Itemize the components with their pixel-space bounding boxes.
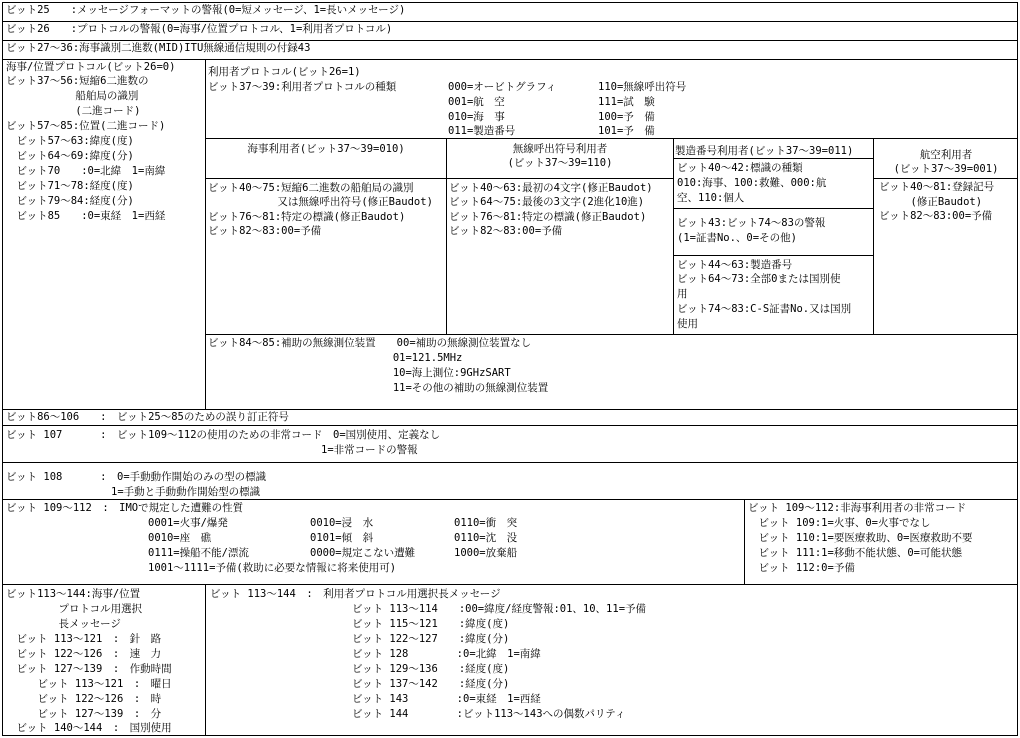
user-protocol-title: 利用者プロトコル(ビット26=1) — [208, 66, 361, 78]
code-item: 011=製造番号 — [448, 125, 516, 137]
serial-user-line: ビット44～63:製造番号 — [677, 259, 793, 271]
aux-device-line: ビット84～85:補助の無線測位装置 00=補助の無線測位装置なし — [208, 337, 532, 349]
code-item: 110=無線呼出符号 — [598, 81, 687, 93]
serial-user-header: 製造番号利用者(ビット37～39=011) — [675, 145, 854, 157]
callsign-user-line: ビット40～63:最初の4文字(修正Baudot) — [449, 182, 653, 194]
non-maritime-line: ビット 112:0=予備 — [748, 562, 855, 574]
user-long-msg-line: ビット 143 :0=東経 1=西経 — [352, 693, 541, 705]
code-item: 100=予 備 — [598, 111, 655, 123]
left-line: ビット79～84:経度(分) — [6, 195, 134, 207]
col-divider — [744, 499, 745, 584]
bottom-left-line: 長メッセージ — [6, 618, 121, 630]
imo-code: 0010=座 礁 — [148, 532, 212, 544]
row-divider — [205, 178, 673, 179]
bottom-left-line: ビット 140～144 : 国別使用 — [6, 722, 172, 734]
imo-code: 0001=火事/爆発 — [148, 517, 228, 529]
left-line: ビット57～85:位置(二進コード) — [6, 120, 166, 132]
maritime-user-line: ビット40～75:短縮6二進数の船舶局の識別 — [208, 182, 414, 194]
col-divider — [673, 138, 674, 334]
row-bit108: 1=手動と手動動作開始型の標識 — [6, 486, 261, 498]
aviation-user-line: ビット82～83:00=予備 — [879, 210, 993, 222]
callsign-user-line: ビット82～83:00=予備 — [449, 225, 563, 237]
row-bit108: ビット 108 : 0=手動動作開始のみの型の標識 — [6, 471, 267, 483]
serial-user-line: 010:海事、100:救難、000:航 — [677, 177, 827, 189]
serial-user-line: ビット64～73:全部0または国別使 — [677, 273, 841, 285]
row-bit107: 1=非常コードの警報 — [6, 444, 418, 456]
bottom-left-line: ビット 122～126 : 速 力 — [6, 648, 162, 660]
user-long-msg-line: ビット 113～114 :00=緯度/経度警報:01、10、11=予備 — [352, 603, 647, 615]
row-divider — [2, 499, 1018, 500]
code-item: 000=オービトグラフィ — [448, 81, 557, 93]
col-divider — [205, 59, 206, 409]
user-long-msg-line: ビット 137～142 :経度(分) — [352, 678, 510, 690]
aux-device-line: 11=その他の補助の無線測位装置 — [208, 382, 549, 394]
row-divider — [873, 178, 1018, 179]
imo-code: 1001～1111=予備(救助に必要な情報に将来使用可) — [148, 562, 397, 574]
bottom-left-line: ビット 113～121 : 針 路 — [6, 633, 162, 645]
maritime-user-line: ビット76～81:特定の標識(修正Baudot) — [208, 211, 406, 223]
callsign-user-header: (ビット37～39=110) — [507, 157, 613, 169]
non-maritime-line: ビット 110:1=要医療救助、0=医療救助不要 — [748, 532, 973, 544]
row-divider — [205, 138, 1018, 139]
bottom-left-line: ビット 113～121 : 曜日 — [6, 678, 172, 690]
aviation-user-line: (修正Baudot) — [879, 196, 983, 208]
imo-code: 0101=傾 斜 — [310, 532, 374, 544]
aviation-user-line: ビット40～81:登録記号 — [879, 181, 995, 193]
aux-device-line: 10=海上測位:9GHzSART — [208, 367, 511, 379]
maritime-user-line: ビット82～83:00=予備 — [208, 225, 322, 237]
code-item: 101=予 備 — [598, 125, 655, 137]
aux-device-line: 01=121.5MHz — [208, 352, 463, 364]
bottom-left-line: ビット113～144:海事/位置 — [6, 588, 141, 600]
maritime-user-line: 又は無線呼出符号(修正Baudot) — [208, 196, 433, 208]
bottom-left-line: プロトコル用選択 — [6, 603, 143, 615]
user-long-msg-line: ビット 129～136 :経度(度) — [352, 663, 510, 675]
bottom-left-line: ビット 122～126 : 時 — [6, 693, 162, 705]
user-protocol-kind: ビット37～39:利用者プロトコルの種類 — [208, 81, 397, 93]
row-bit86-106: ビット86～106 : ビット25～85のための誤り訂正符号 — [6, 411, 289, 423]
user-long-msg-line: ビット 128 :0=北緯 1=南緯 — [352, 648, 541, 660]
row-divider — [673, 208, 873, 209]
left-line: ビット70 :0=北緯 1=南緯 — [6, 165, 166, 177]
non-maritime-line: ビット 109～112:非海事利用者の非常コード — [748, 502, 967, 514]
serial-user-line: ビット40～42:標識の種類 — [677, 162, 803, 174]
imo-code: 0110=衝 突 — [454, 517, 518, 529]
left-line: ビット37～56:短縮6二進数の — [6, 75, 149, 87]
code-item: 001=航 空 — [448, 96, 505, 108]
left-line: ビット57～63:緯度(度) — [6, 135, 134, 147]
row-bit25: ビット25 :メッセージフォーマットの警報(0=短メッセージ、1=長いメッセージ) — [6, 4, 406, 16]
non-maritime-line: ビット 109:1=火事、0=火事でなし — [748, 517, 931, 529]
serial-user-line: 使用 — [677, 318, 698, 330]
col-divider — [205, 584, 206, 736]
callsign-user-line: ビット64～75:最後の3文字(2進化10進) — [449, 196, 645, 208]
row-bit107: ビット 107 : ビット109～112の使用のための非常コード 0=国別使用、定義なし — [6, 429, 441, 441]
left-line: 船舶局の識別 — [6, 90, 139, 102]
user-long-msg-line: ビット 144 :ビット113～143への偶数パリティ — [352, 708, 626, 720]
imo-code: 0000=規定こない遭難 — [310, 547, 416, 559]
aviation-user-header: 航空利用者 — [919, 149, 973, 161]
row-divider — [673, 255, 873, 256]
left-line: (二進コード) — [6, 105, 141, 117]
row-bit26: ビット26 :プロトコルの警報(0=海事/位置プロトコル、1=利用者プロトコル) — [6, 23, 393, 35]
left-line: ビット64～69:緯度(分) — [6, 150, 134, 162]
row-bit27-36: ビット27～36:海事識別二進数(MID)ITU無線通信規則の付録43 — [6, 42, 311, 54]
row-divider — [2, 584, 1018, 585]
imo-code: 0111=操船不能/漂流 — [148, 547, 249, 559]
serial-user-line: ビット74～83:C-S証書No.又は国別 — [677, 303, 852, 315]
imo-code: 0010=浸 水 — [310, 517, 374, 529]
non-maritime-line: ビット 111:1=移動不能状態、0=可能状態 — [748, 547, 962, 559]
row-bit109-112: ビット 109～112 : IMOで規定した遭難の性質 — [6, 502, 244, 514]
row-divider — [2, 462, 1018, 463]
callsign-user-line: ビット76～81:特定の標識(修正Baudot) — [449, 211, 647, 223]
row-divider — [205, 334, 1018, 335]
bottom-left-line: ビット 127～139 : 分 — [6, 708, 162, 720]
imo-code: 1000=放棄船 — [454, 547, 518, 559]
serial-user-line: (1=証書No.、0=その他) — [677, 232, 797, 244]
left-line: ビット85 :0=東経 1=西経 — [6, 210, 166, 222]
callsign-user-header: 無線呼出符号利用者 — [512, 143, 608, 155]
user-long-msg-title: ビット 113～144 : 利用者プロトコル用選択長メッセージ — [210, 588, 501, 600]
row-divider — [2, 425, 1018, 426]
user-long-msg-line: ビット 115～121 :緯度(度) — [352, 618, 510, 630]
bottom-left-line: ビット 127～139 : 作動時間 — [6, 663, 172, 675]
user-long-msg-line: ビット 122～127 :緯度(分) — [352, 633, 510, 645]
left-line: 海事/位置プロトコル(ビット26=0) — [6, 61, 176, 73]
serial-user-line: 空、110:個人 — [677, 192, 745, 204]
serial-user-line: 用 — [677, 288, 688, 300]
code-item: 111=試 験 — [598, 96, 655, 108]
left-line: ビット71～78:経度(度) — [6, 180, 134, 192]
row-divider — [673, 158, 873, 159]
aviation-user-header: (ビット37～39=001) — [893, 163, 999, 175]
maritime-user-header: 海事利用者(ビット37～39=010) — [247, 143, 405, 155]
code-item: 010=海 事 — [448, 111, 505, 123]
serial-user-line: ビット43:ビット74～83の警報 — [677, 217, 826, 229]
imo-code: 0110=沈 没 — [454, 532, 518, 544]
